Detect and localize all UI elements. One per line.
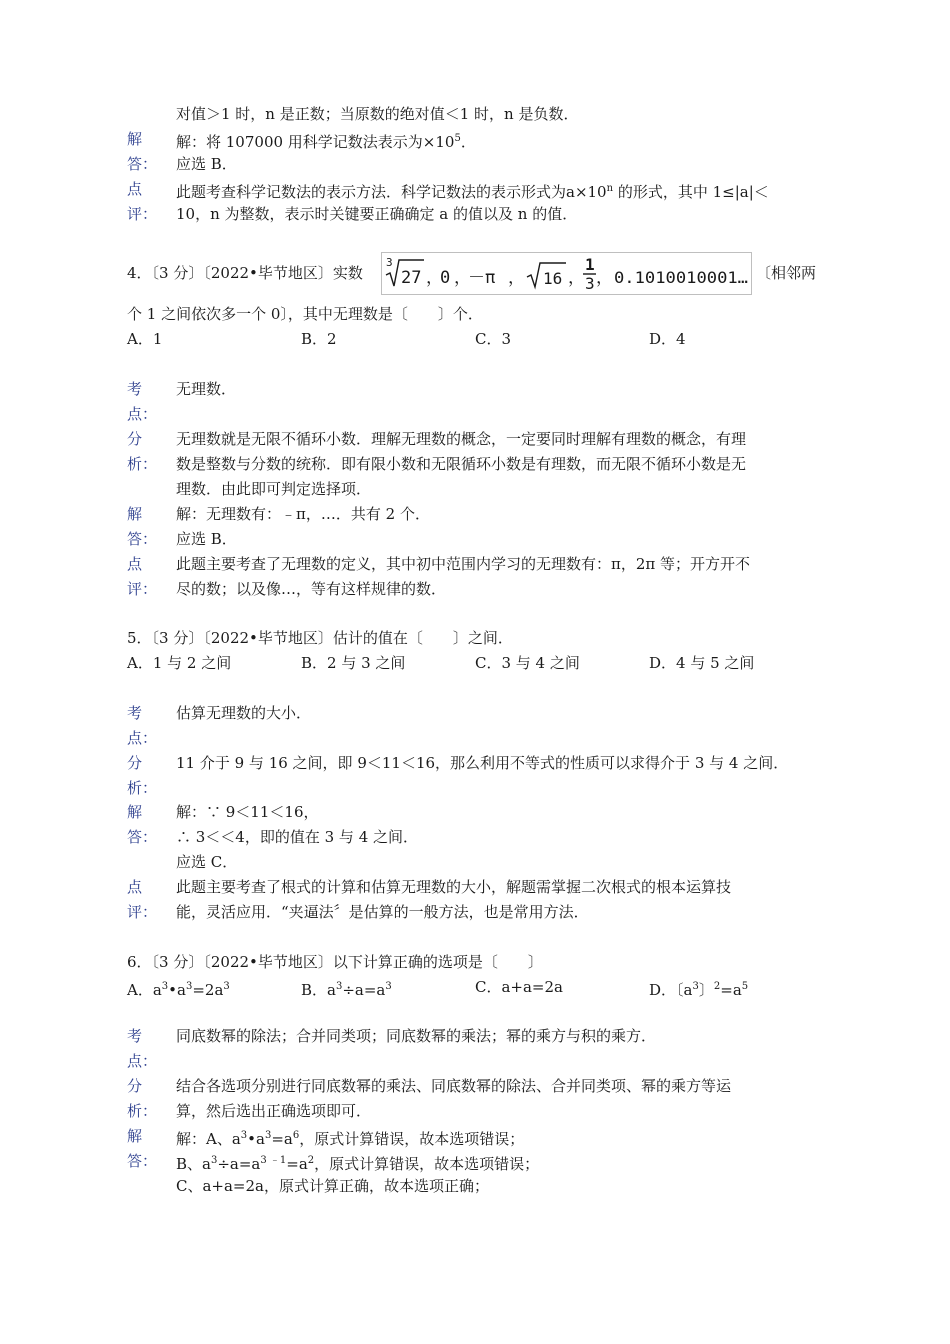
q5-option-c: C．3 与 4 之间 (475, 654, 580, 672)
comma-4: ， (568, 268, 585, 288)
q4-fen-line2: 数是整数与分数的统称．即有限小数和无限循环小数是有理数，而无限不循环小数是无 (176, 455, 747, 473)
cube-radicand: 27 (401, 268, 422, 288)
frac-num: 1 (585, 255, 595, 274)
label-dian: 点 (127, 555, 143, 573)
prev-fen-line: 对值＞1 时，n 是正数；当原数的绝对值＜1 时，n 是负数． (176, 105, 579, 123)
prev-jie-line: 解：将 107000 用科学记数法表示为$\times 10^5$． (176, 133, 476, 151)
q5-dian-line2: 能，灵活应用．“夹逼法〞是估算的一般方法，也是常用方法． (176, 903, 589, 921)
q5-kao: 估算无理数的大小． (176, 704, 312, 722)
label-kao: 考 (127, 704, 143, 722)
q4-fen-line3: 理数．由此即可判定选择项． (176, 480, 372, 498)
frac-den: 3 (585, 274, 595, 293)
label-ping: 评： (127, 580, 158, 598)
q5-jie-line2: ∴ 3＜＜4，即的值在 3 与 4 之间． (176, 828, 419, 846)
label-dian: 点： (127, 405, 158, 423)
q5-option-d: D．4 与 5 之间 (649, 654, 755, 672)
q6-kao: 同底数幂的除法；合并同类项；同底数幂的乘法；幂的乘方与积的乘方． (176, 1027, 657, 1045)
neg-pi: －π (468, 268, 496, 288)
q4-kao: 无理数． (176, 380, 237, 398)
q5-option-b: B．2 与 3 之间 (301, 654, 406, 672)
label-fen: 分 (127, 1077, 143, 1095)
q4-fen-line1: 无理数就是无限不循环小数．理解无理数的概念，一定要同时理解有理数的概念，有理 (176, 430, 747, 448)
q4-option-b: B．2 (301, 330, 337, 348)
label-jie: 解 (127, 1127, 143, 1145)
q4-stem-c: 个 1 之间依次多一个 0〕，其中无理数是〔 〕个． (127, 305, 483, 323)
q6-option-a: A．$a^3•a^3=2a^3$ (127, 981, 230, 999)
label-dian: 点： (127, 1052, 158, 1070)
q4-jie: 解：无理数有：﹣π，…．共有 2 个． (176, 505, 430, 523)
q4-stem-a: 4．〔3 分〕〔2022•毕节地区〕实数 (127, 264, 363, 282)
label-jie: 解 (127, 130, 143, 148)
q5-jie-line1: 解：∵ 9＜11＜16， (176, 803, 319, 821)
comma-5: ， (596, 268, 613, 288)
q4-option-a: A．1 (127, 330, 163, 348)
q6-jie-b: B、$a^3\div a=a^{3 ﹣1}=a^2$，原式计算错误，故本选项错误； (176, 1155, 540, 1173)
label-fen: 分 (127, 430, 143, 448)
q5-stem: 5．〔3 分〕〔2022•毕节地区〕估计的值在〔 〕之间． (127, 629, 513, 647)
q5-dian-line1: 此题主要考查了根式的计算和估算无理数的大小，解题需掌握二次根式的根本运算技 (176, 878, 732, 896)
label-da: 答： (127, 1152, 158, 1170)
prev-dian-line2: 10，n 为整数，表示时关键要正确确定 a 的值以及 n 的值． (176, 205, 578, 223)
q4-formula-svg (382, 253, 751, 294)
label-dian: 点： (127, 729, 158, 747)
q6-option-c: C．a+a=2a (475, 978, 563, 996)
prev-ying: 应选 B． (176, 155, 237, 173)
comma-2: ， (454, 268, 471, 288)
q4-dian-line2: 尽的数；以及像…，等有这样规律的数． (176, 580, 447, 598)
q4-stem-b: 〔相邻两 (756, 264, 817, 282)
q5-option-a: A．1 与 2 之间 (127, 654, 232, 672)
q6-stem: 6．〔3 分〕〔2022•毕节地区〕以下计算正确的选项是〔 〕 (127, 953, 543, 971)
q6-fen-line2: 算，然后选出正确选项即可． (176, 1102, 372, 1120)
q6-fen-line1: 结合各选项分别进行同底数幂的乘法、同底数幂的除法、合并同类项、幂的乘方等运 (176, 1077, 732, 1095)
label-xi: 析： (127, 455, 158, 473)
q4-formula-image (381, 252, 752, 295)
label-xi: 析： (127, 1102, 158, 1120)
q6-jie-c: C、a+a=2a，原式计算正确，故本选项正确； (176, 1177, 489, 1195)
q6-option-b: B．$a^3\div a=a^3$ (301, 981, 392, 999)
q5-ying: 应选 C． (176, 853, 238, 871)
q6-option-d: D．〔$a^3$〕$^2=a^5$ (649, 981, 749, 999)
q4-dian-line1: 此题主要考查了无理数的定义，其中初中范围内学习的无理数有：π，2π 等；开方开不 (176, 555, 751, 573)
label-jie: 解 (127, 505, 143, 523)
label-kao: 考 (127, 380, 143, 398)
decimal: 0.1010010001… (614, 268, 748, 287)
q5-fen: 11 介于 9 与 16 之间，即 9＜11＜16，那么利用不等式的性质可以求得介于 3 与 4 之间． (176, 754, 789, 772)
q4-ying: 应选 B． (176, 530, 237, 548)
label-jie: 解 (127, 803, 143, 821)
label-da: 答： (127, 530, 158, 548)
sqrt-radicand: 16 (543, 269, 563, 288)
label-ping: 评： (127, 205, 158, 223)
comma-3: ， (508, 268, 525, 288)
label-dian: 点 (127, 878, 143, 896)
zero: 0 (440, 268, 451, 288)
q4-option-c: C．3 (475, 330, 512, 348)
q4-option-d: D．4 (649, 330, 686, 348)
prev-dian-line1: 此题考查科学记数法的表示方法．科学记数法的表示形式为$a\times 10^n$ 的形式，其中 1≤|a|＜ (176, 183, 769, 201)
label-xi: 析： (127, 779, 158, 797)
label-da: 答： (127, 155, 158, 173)
label-ping: 评： (127, 903, 158, 921)
label-da: 答： (127, 828, 158, 846)
cube-index: 3 (386, 256, 393, 269)
comma-1: ， (426, 268, 443, 288)
label-dian: 点 (127, 180, 143, 198)
label-fen: 分 (127, 754, 143, 772)
q6-jie-a: 解：A、$a^3•a^3=a^6$，原式计算错误，故本选项错误； (176, 1130, 525, 1148)
label-kao: 考 (127, 1027, 143, 1045)
